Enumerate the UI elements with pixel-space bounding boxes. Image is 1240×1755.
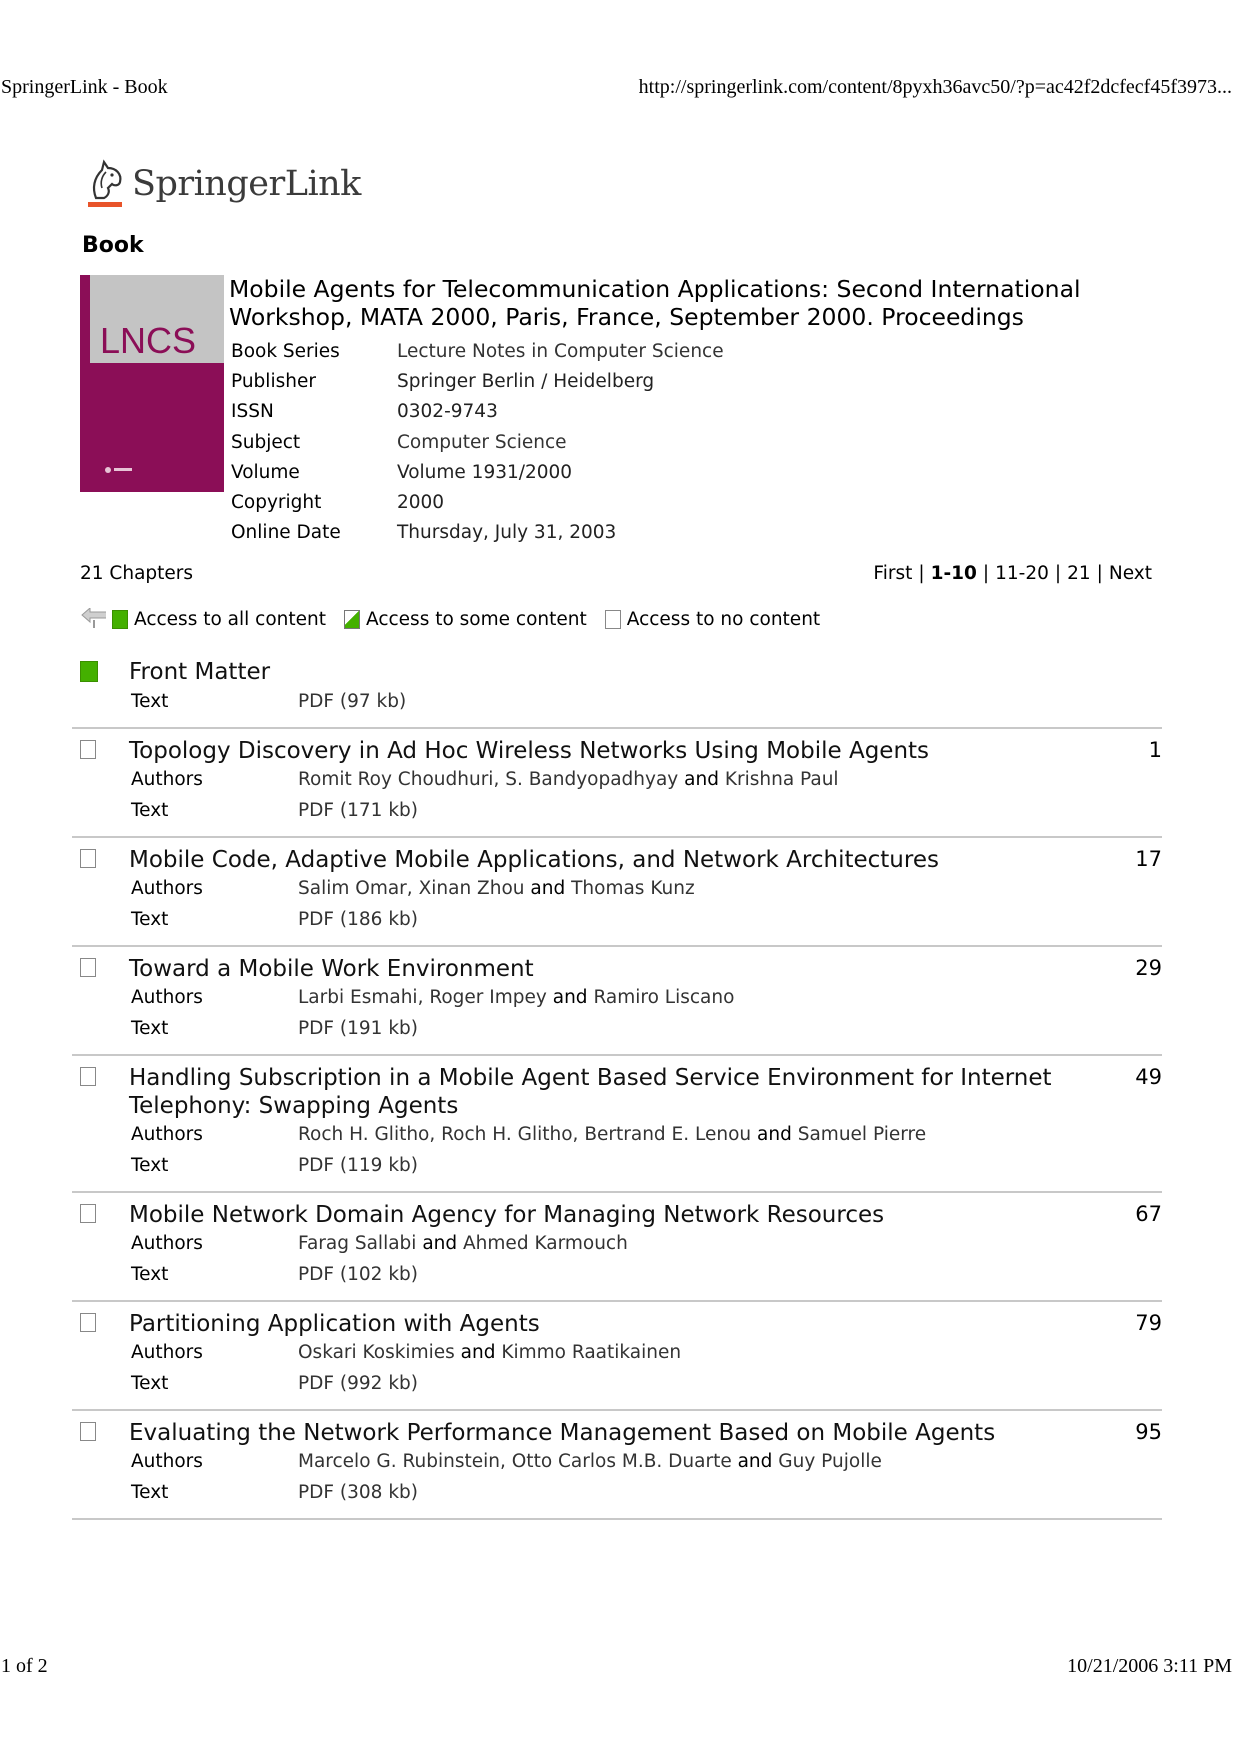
author-link[interactable]: Marcelo G. Rubinstein [298, 1451, 500, 1473]
cover-title: LNCS [100, 320, 197, 361]
pdf-link[interactable]: PDF (308 kb) [298, 1481, 419, 1503]
chapter-page-number: 49 [1135, 1064, 1162, 1089]
meta-label: ISSN [231, 401, 274, 423]
front-matter-pdf-link[interactable]: PDF (97 kb) [298, 690, 407, 712]
chapter-list [72, 650, 1162, 1520]
no-access-icon [80, 740, 96, 759]
chapter-page-number: 29 [1135, 955, 1162, 980]
authors-label: Authors [131, 987, 203, 1009]
chapter-title-link[interactable]: Evaluating the Network Performance Management Based on Mobile Agents [129, 1419, 996, 1446]
access-legend [80, 606, 838, 632]
chapter-title-link[interactable]: Handling Subscription in a Mobile Agent Based Service Environment for Internet Telephony: Swapping Agents [129, 1064, 1052, 1119]
legend-some-label: Access to some content [366, 608, 587, 630]
no-access-icon [80, 1204, 96, 1223]
meta-label: Volume [231, 461, 300, 483]
author-link[interactable]: Farag Sallabi [298, 1233, 417, 1255]
meta-label: Subject [231, 431, 301, 453]
meta-value: Thursday, July 31, 2003 [397, 522, 617, 544]
authors-label: Authors [131, 1233, 203, 1255]
author-link[interactable]: Otto Carlos M.B. Duarte [511, 1451, 732, 1473]
no-access-icon [80, 849, 96, 868]
meta-row [231, 487, 724, 517]
meta-value[interactable]: Lecture Notes in Computer Science [397, 340, 724, 362]
chapter-page-number: 67 [1135, 1201, 1162, 1226]
meta-value: Springer Berlin / Heidelberg [397, 370, 655, 392]
meta-value: 2000 [397, 492, 445, 514]
chapter-count: 21 Chapters [80, 563, 194, 584]
meta-value: Volume 1931/2000 [397, 461, 573, 483]
authors-label: Authors [131, 1342, 203, 1364]
author-link[interactable]: Bertrand E. Lenou [584, 1124, 752, 1146]
pdf-link[interactable]: PDF (191 kb) [298, 1017, 419, 1039]
author-conjunction: and [530, 878, 566, 900]
meta-value[interactable]: Computer Science [397, 431, 567, 453]
author-list [298, 1342, 681, 1363]
authors-label: Authors [131, 878, 203, 900]
author-list [298, 1233, 628, 1254]
meta-row [231, 397, 724, 427]
chapter-title-link[interactable]: Mobile Network Domain Agency for Managing Network Resources [129, 1201, 885, 1228]
pager-range-link[interactable]: 11-20 [995, 563, 1049, 584]
meta-label: Publisher [231, 370, 316, 392]
author-link[interactable]: Ramiro Liscano [593, 987, 735, 1009]
author-list: Roch H. Glitho, Roch H. Glitho, Bertrand E. Lenou and Samuel Pierre [298, 1124, 927, 1146]
return-arrow-icon [80, 608, 108, 630]
partial-access-icon [344, 610, 360, 629]
pdf-link[interactable]: PDF (186 kb) [298, 908, 419, 930]
meta-row [231, 457, 724, 487]
text-label: Text [131, 1372, 169, 1394]
text-label: Text [131, 1481, 169, 1503]
legend-all-label: Access to all content [134, 608, 326, 630]
chapter-title-link[interactable]: Topology Discovery in Ad Hoc Wireless Networks Using Mobile Agents [129, 737, 930, 764]
print-datetime: 10/21/2006 3:11 PM [1067, 1655, 1232, 1677]
author-conjunction: and [422, 1233, 458, 1255]
pager-last-link[interactable]: 21 [1067, 563, 1091, 584]
author-link[interactable]: Guy Pujolle [778, 1451, 882, 1473]
chapter-item [72, 1193, 1162, 1302]
meta-row [231, 336, 724, 366]
text-label: Text [131, 908, 169, 930]
springer-horse-icon [86, 158, 126, 210]
chapter-title-link[interactable]: Toward a Mobile Work Environment [129, 955, 534, 982]
legend-none-label: Access to no content [626, 608, 821, 630]
meta-value: 0302-9743 [397, 401, 498, 423]
meta-row [231, 427, 724, 457]
author-conjunction: and [684, 769, 719, 791]
text-label: Text [131, 799, 169, 821]
pdf-link[interactable]: PDF (102 kb) [298, 1263, 419, 1285]
author-list: Salim Omar, Xinan Zhou and Thomas Kunz [298, 878, 695, 900]
chapter-title-link[interactable]: Mobile Code, Adaptive Mobile Applications, and Network Architectures [129, 846, 939, 873]
springerlink-logo[interactable] [86, 156, 361, 212]
author-conjunction: and [460, 1342, 496, 1364]
text-label: Text [131, 1263, 169, 1285]
print-header-url: http://springerlink.com/content/8pyxh36avc50/?p=ac42f2dcfecf45f3973... [638, 76, 1232, 98]
no-access-icon [80, 958, 96, 977]
no-access-icon [80, 1313, 96, 1332]
pager-first-link[interactable]: First [873, 563, 913, 584]
front-matter-item [72, 650, 1162, 729]
meta-label: Book Series [231, 340, 340, 362]
no-access-icon [80, 1067, 96, 1086]
pdf-link[interactable]: PDF (119 kb) [298, 1154, 419, 1176]
author-link[interactable]: Thomas Kunz [571, 878, 695, 900]
author-list: Romit Roy Choudhuri, S. Bandyopadhyay and Krishna Paul [298, 769, 839, 791]
chapter-title-link[interactable]: Partitioning Application with Agents [129, 1310, 540, 1337]
pagination: First | 1-10 | 11-20 | 21 | Next [873, 563, 1152, 584]
authors-label: Authors [131, 769, 203, 791]
text-label: Text [131, 1017, 169, 1039]
legend-all-access [112, 609, 326, 630]
author-link[interactable]: Samuel Pierre [797, 1124, 927, 1146]
pager-next-link[interactable]: Next [1108, 563, 1152, 584]
author-link[interactable]: Roch H. Glitho [441, 1124, 573, 1146]
legend-some-access [344, 609, 587, 630]
authors-label: Authors [131, 1451, 203, 1473]
author-link[interactable]: Krishna Paul [724, 769, 839, 791]
chapter-item [72, 729, 1162, 838]
pdf-link[interactable]: PDF (992 kb) [298, 1372, 419, 1394]
author-link[interactable]: Roger Impey [429, 987, 547, 1009]
full-access-icon [112, 610, 128, 629]
meta-label: Copyright [231, 492, 322, 514]
logo-text: SpringerLink [132, 164, 361, 204]
meta-label: Online Date [231, 522, 341, 544]
full-access-icon [80, 661, 98, 682]
author-link[interactable]: Xinan Zhou [418, 878, 525, 900]
author-list: Marcelo G. Rubinstein, Otto Carlos M.B. Duarte and Guy Pujolle [298, 1451, 882, 1473]
legend-no-access [605, 609, 820, 630]
author-conjunction: and [552, 987, 588, 1009]
text-label: Text [131, 690, 169, 712]
chapter-item [72, 947, 1162, 1056]
author-link[interactable]: S. Bandyopadhyay [505, 769, 679, 791]
chapter-page-number: 79 [1135, 1310, 1162, 1335]
author-link[interactable]: Ahmed Karmouch [463, 1233, 628, 1255]
author-conjunction: and [737, 1451, 773, 1473]
author-link[interactable]: Romit Roy Choudhuri [298, 769, 494, 791]
chapter-item [72, 1411, 1162, 1520]
book-metadata [231, 336, 724, 548]
no-access-icon [605, 610, 621, 629]
author-link[interactable]: Kimmo Raatikainen [501, 1342, 682, 1364]
meta-row [231, 366, 724, 396]
front-matter-title[interactable]: Front Matter [129, 659, 271, 685]
author-list: Larbi Esmahi, Roger Impey and Ramiro Liscano [298, 987, 735, 1009]
chapter-page-number: 1 [1148, 737, 1162, 762]
chapter-page-number: 95 [1135, 1419, 1162, 1444]
page-kind-heading: Book [82, 233, 144, 258]
book-title: Mobile Agents for Telecommunication Applications: Second International Workshop, MATA 2000, Paris, France, September 2000. Proceedings [229, 275, 1081, 331]
book-cover-image[interactable] [80, 275, 224, 492]
chapter-page-number: 17 [1135, 846, 1162, 871]
authors-label: Authors [131, 1124, 203, 1146]
text-label: Text [131, 1154, 169, 1176]
print-page-number: 1 of 2 [1, 1655, 48, 1677]
chapter-item [72, 838, 1162, 947]
author-link[interactable]: Roch H. Glitho [298, 1124, 430, 1146]
chapter-item [72, 1056, 1162, 1193]
author-link[interactable]: Larbi Esmahi [298, 987, 418, 1009]
author-link[interactable]: Oskari Koskimies [298, 1342, 455, 1364]
no-access-icon [80, 1422, 96, 1441]
print-header-title: SpringerLink - Book [1, 76, 168, 98]
author-link[interactable]: Salim Omar [298, 878, 407, 900]
pdf-link[interactable]: PDF (171 kb) [298, 799, 419, 821]
meta-row [231, 518, 724, 548]
author-conjunction: and [757, 1124, 792, 1146]
chapter-item [72, 1302, 1162, 1411]
pager-current-range: 1-10 [930, 563, 977, 584]
